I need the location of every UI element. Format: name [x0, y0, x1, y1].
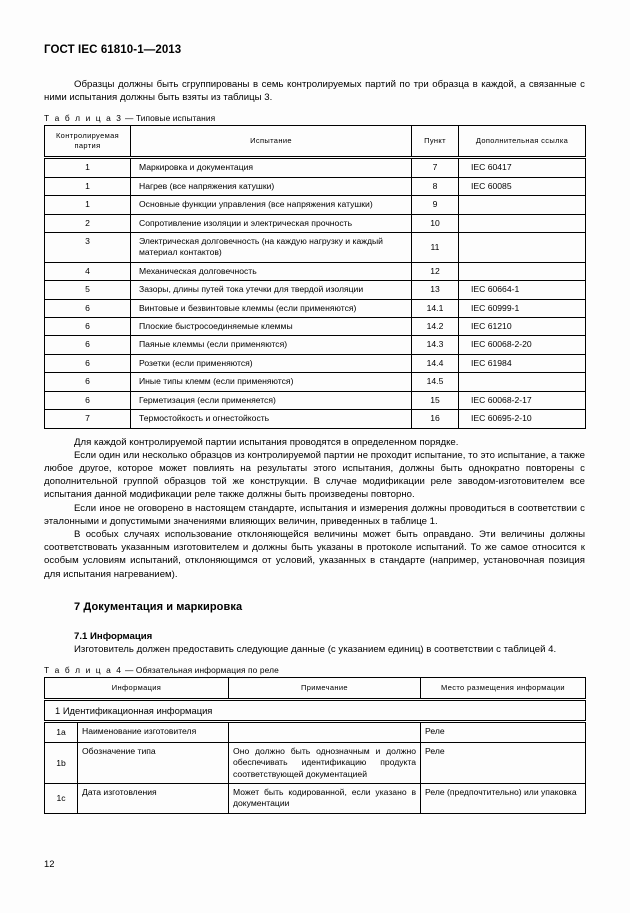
- cell-ref: IEC 60999-1: [459, 299, 586, 317]
- cell-item: 16: [412, 410, 459, 428]
- cell-test: Плоские быстросоединяемые клеммы: [131, 318, 412, 336]
- cell-batch: 6: [45, 373, 131, 391]
- cell-ref: IEC 61984: [459, 354, 586, 372]
- paragraph-special-cases: В особых случаях использование отклоняющейся величины может быть оправдано. Эти величины должны соответствовать указанным изготовителем и должны быть указаны в протоколе испытаний. То же самое относится к особым условиям испытаний, отклоняющимся от условий, указанных в стандарте (например, установочная позиция для испытания нагреванием).: [44, 528, 585, 580]
- table-row: [45, 336, 586, 354]
- cell-batch: 7: [45, 410, 131, 428]
- cell-item: 15: [412, 391, 459, 409]
- cell-item: 14.3: [412, 336, 459, 354]
- table-row: [45, 281, 586, 299]
- table3-caption: [44, 113, 585, 123]
- table3-header-row: [45, 126, 586, 158]
- cell-test: Маркировка и документация: [131, 158, 412, 177]
- table-row: [45, 196, 586, 214]
- cell-ref: IEC 60085: [459, 177, 586, 195]
- paragraph-manufacturer-data: Изготовитель должен предоставить следующие данные (с указанием единиц) в соответствии с таблицей 4.: [74, 643, 557, 655]
- cell-item: 14.4: [412, 354, 459, 372]
- cell-batch: 6: [45, 318, 131, 336]
- cell-item: 14.1: [412, 299, 459, 317]
- table3-col-batch: Контролируемая партия: [45, 126, 131, 158]
- cell-note: [229, 722, 421, 742]
- cell-item: 13: [412, 281, 459, 299]
- cell-test: Винтовые и безвинтовые клеммы (если применяются): [131, 299, 412, 317]
- cell-info: Обозначение типа: [78, 742, 229, 783]
- intro-paragraph: Образцы должны быть сгруппированы в семь контролируемых партий по три образца в каждой, а связанные с ними испытания должны быть взяты из таблицы 3.: [44, 79, 585, 104]
- paragraph-failed-samples: Если один или несколько образцов из контролируемой партии не проходит испытание, то это испытание, а также любое другое, которое может повлиять на результаты этого испытания, должны быть однократно повторены с дополнительной группой образцов той же конструкции. В случае модификации реле заводом-изготовителем все испытания данной модификации реле также должны быть произведены повторно.: [44, 449, 585, 501]
- cell-batch: 6: [45, 336, 131, 354]
- table3-col-item: Пункт: [412, 126, 459, 158]
- cell-batch: 1: [45, 177, 131, 195]
- cell-batch: 1: [45, 196, 131, 214]
- cell-batch: 1: [45, 158, 131, 177]
- table4-caption: [44, 665, 585, 675]
- cell-info: Наименование изготовителя: [78, 722, 229, 742]
- cell-section-title: 1 Идентификационная информация: [45, 699, 586, 721]
- table-row: [45, 214, 586, 232]
- cell-code: 1c: [45, 783, 78, 813]
- table-row: [45, 354, 586, 372]
- cell-code: 1a: [45, 722, 78, 742]
- cell-test: Электрическая долговечность (на каждую нагрузку и каждый материал контактов): [131, 233, 412, 263]
- table-row: [45, 177, 586, 195]
- cell-ref: IEC 60417: [459, 158, 586, 177]
- table-row: [45, 158, 586, 177]
- table-mandatory-relay-info: [44, 677, 586, 814]
- cell-test: Механическая долговечность: [131, 262, 412, 280]
- cell-item: 7: [412, 158, 459, 177]
- cell-item: 10: [412, 214, 459, 232]
- table4-col-place: Место размещения информации: [421, 677, 586, 699]
- table-row: [45, 391, 586, 409]
- cell-item: 8: [412, 177, 459, 195]
- cell-place: Реле: [421, 722, 586, 742]
- subsection-heading-7-1: 7.1 Информация: [74, 630, 153, 642]
- cell-ref: IEC 60664-1: [459, 281, 586, 299]
- table-row: [45, 722, 586, 742]
- table-row: [45, 783, 586, 813]
- cell-ref: [459, 233, 586, 263]
- table3-caption-label: Т а б л и ц а 3: [44, 113, 123, 124]
- document-header: ГОСТ IEC 61810-1—2013: [44, 44, 182, 56]
- cell-test: Паяные клеммы (если применяются): [131, 336, 412, 354]
- cell-test: Нагрев (все напряжения катушки): [131, 177, 412, 195]
- cell-test: Розетки (если применяются): [131, 354, 412, 372]
- cell-ref: IEC 61210: [459, 318, 586, 336]
- cell-ref: IEC 60695-2-10: [459, 410, 586, 428]
- table3-body: [45, 158, 586, 428]
- cell-batch: 5: [45, 281, 131, 299]
- cell-note: Может быть кодированной, если указано в документации: [229, 783, 421, 813]
- table-typical-tests: [44, 125, 586, 428]
- cell-place: Реле: [421, 742, 586, 783]
- table4-header-row: [45, 677, 586, 699]
- cell-batch: 6: [45, 391, 131, 409]
- cell-ref: [459, 262, 586, 280]
- cell-item: 14.2: [412, 318, 459, 336]
- cell-ref: [459, 196, 586, 214]
- table4-col-info: Информация: [45, 677, 229, 699]
- table4-col-note: Примечание: [229, 677, 421, 699]
- cell-ref: [459, 373, 586, 391]
- cell-test: Сопротивление изоляции и электрическая прочность: [131, 214, 412, 232]
- cell-item: 9: [412, 196, 459, 214]
- table3-col-ref: Дополнительная ссылка: [459, 126, 586, 158]
- table4-caption-text: — Обязательная информация по реле: [124, 664, 279, 675]
- cell-batch: 6: [45, 299, 131, 317]
- cell-test: Зазоры, длины путей тока утечки для твердой изоляции: [131, 281, 412, 299]
- cell-ref: IEC 60068-2-17: [459, 391, 586, 409]
- cell-batch: 3: [45, 233, 131, 263]
- cell-test: Основные функции управления (все напряжения катушки): [131, 196, 412, 214]
- cell-place: Реле (предпочтительно) или упаковка: [421, 783, 586, 813]
- table-row: [45, 742, 586, 783]
- page-number: 12: [44, 858, 55, 869]
- cell-test: Термостойкость и огнестойкость: [131, 410, 412, 428]
- table-row: [45, 262, 586, 280]
- cell-item: 11: [412, 233, 459, 263]
- paragraph-reference-values: Если иное не оговорено в настоящем стандарте, испытания и измерения должны проводиться в соответствии с эталонными и допустимыми значениями влияющих величин, приведенных в таблице 1.: [44, 502, 585, 527]
- cell-item: 12: [412, 262, 459, 280]
- cell-note: Оно должно быть однозначным и должно обеспечивать идентификацию продукта соответствующей документацией: [229, 742, 421, 783]
- table3-col-test: Испытание: [131, 126, 412, 158]
- paragraphs-after-table3: [44, 436, 585, 581]
- cell-batch: 6: [45, 354, 131, 372]
- table-row: [45, 299, 586, 317]
- cell-batch: 4: [45, 262, 131, 280]
- cell-code: 1b: [45, 742, 78, 783]
- table3-caption-text: — Типовые испытания: [124, 113, 216, 124]
- table4-body: [45, 699, 586, 813]
- table4-section-row: [45, 699, 586, 721]
- table-row: [45, 233, 586, 263]
- page-content: [44, 44, 585, 814]
- cell-batch: 2: [45, 214, 131, 232]
- cell-test: Иные типы клемм (если применяются): [131, 373, 412, 391]
- table4-caption-label: Т а б л и ц а 4: [44, 664, 123, 675]
- table-row: [45, 318, 586, 336]
- table-row: [45, 373, 586, 391]
- cell-item: 14.5: [412, 373, 459, 391]
- section-heading-7: 7 Документация и маркировка: [74, 600, 243, 613]
- paragraph-test-order: Для каждой контролируемой партии испытания проводятся в определенном порядке.: [74, 436, 459, 448]
- cell-ref: IEC 60068-2-20: [459, 336, 586, 354]
- cell-ref: [459, 214, 586, 232]
- spacer: [44, 429, 585, 436]
- cell-info: Дата изготовления: [78, 783, 229, 813]
- table-row: [45, 410, 586, 428]
- cell-test: Герметизация (если применяется): [131, 391, 412, 409]
